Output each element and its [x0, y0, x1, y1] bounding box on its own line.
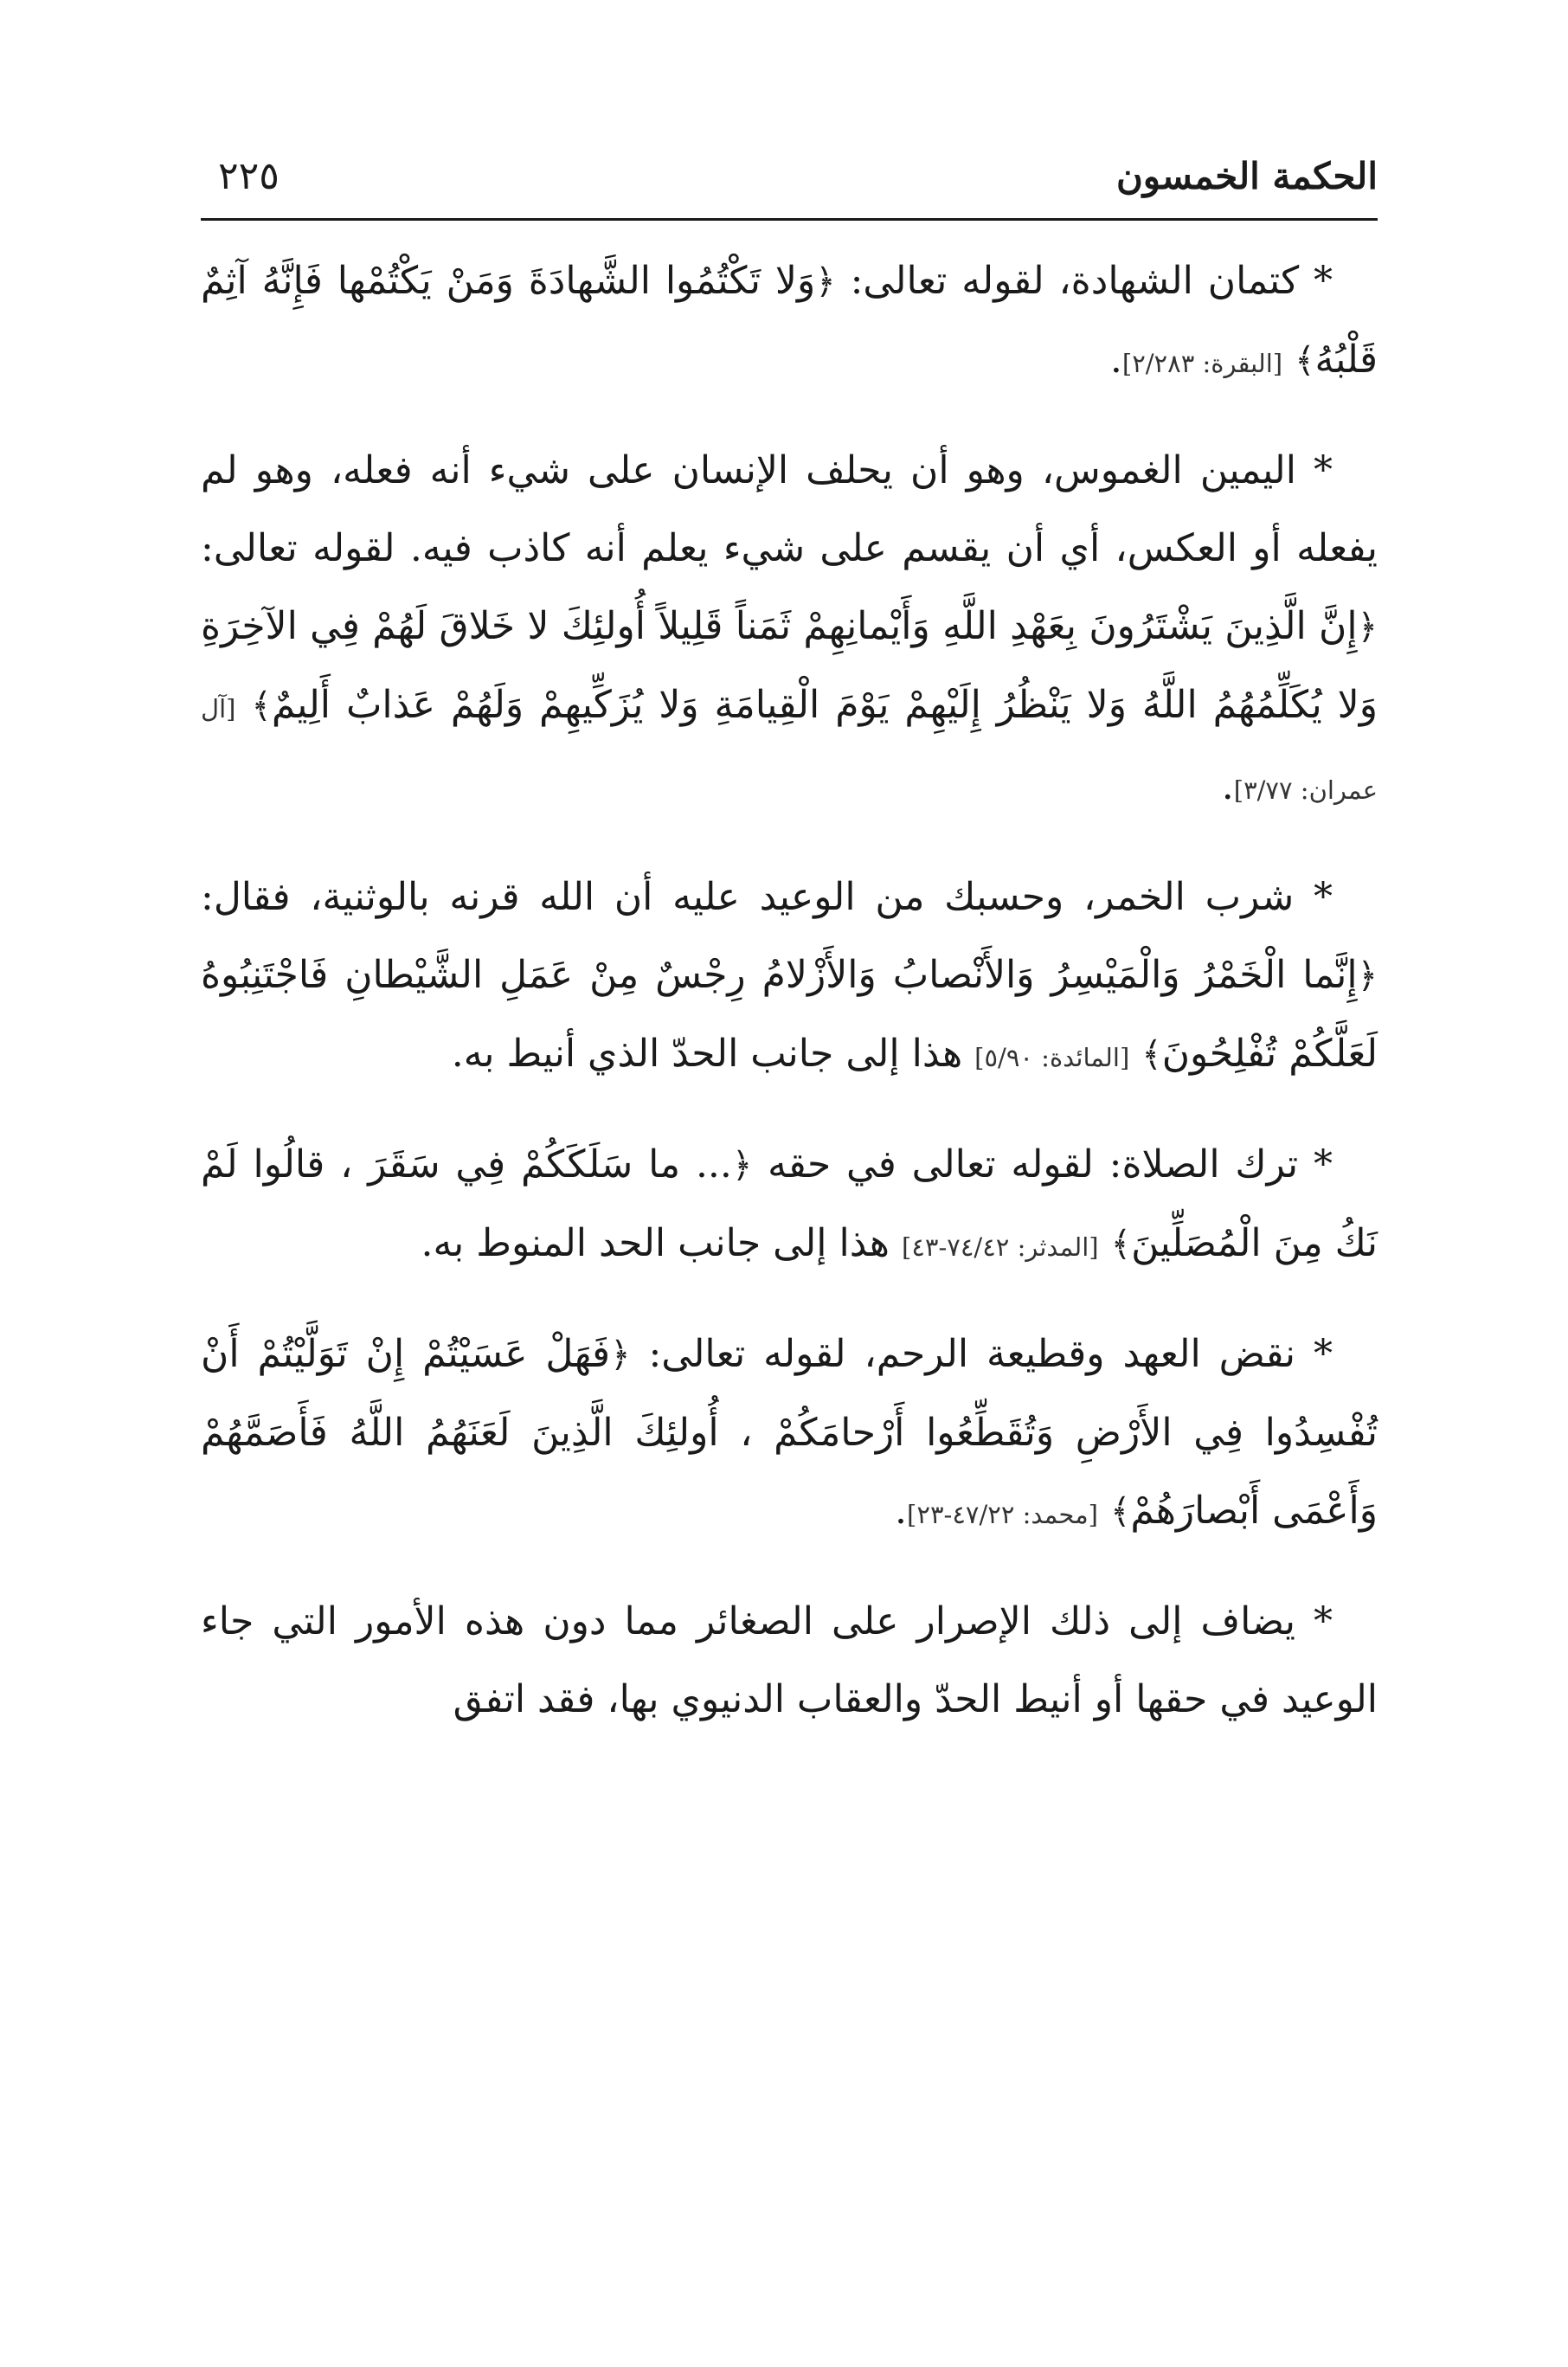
- paragraph-text: * اليمين الغموس، وهو أن يحلف الإنسان على شيء أنه فعله، وهو لم يفعله أو العكس، أي أن يقسم على شيء يعلم أنه كاذب فيه. لقوله تعالى:: [201, 448, 1378, 570]
- paragraph-tail: هذا إلى جانب الحد المنوط به.: [421, 1221, 902, 1265]
- ayah-open-bracket: ﴿: [1357, 956, 1378, 996]
- header-rule: [201, 218, 1378, 221]
- ayah-open-bracket: ﴿: [731, 1146, 753, 1186]
- ayah-close-bracket: ﴾: [251, 686, 272, 726]
- paragraph-persisting-minor-sins: [201, 1583, 1378, 1739]
- page-header: [201, 145, 1378, 208]
- paragraph-drinking-wine: [201, 859, 1378, 1097]
- page-number: ٢٢٥: [218, 154, 280, 198]
- paragraph-abandoning-prayer: [201, 1126, 1378, 1286]
- paragraph-concealing-testimony: [201, 242, 1378, 402]
- paragraph-text: * شرب الخمر، وحسبك من الوعيد عليه أن الله قرنه بالوثنية، فقال:: [201, 875, 1333, 919]
- paragraph-false-oath: [201, 432, 1378, 829]
- quran-verse: فَهَلْ عَسَيْتُمْ إِنْ تَوَلَّيْتُمْ أَنْ تُفْسِدُوا فِي الأَرْضِ وَتُقَطِّعُوا أَرْحامَكُمْ ، أُولئِكَ الَّذِينَ لَعَنَهُمُ اللَّهُ فَأَصَمَّهُمْ وَأَعْمَى أَبْصارَهُمْ: [201, 1332, 1378, 1533]
- verse-reference: [المائدة: ٥/٩٠]: [974, 1043, 1130, 1072]
- paragraph-text: * ترك الصلاة: لقوله تعالى في حقه: [752, 1142, 1333, 1187]
- ayah-close-bracket: ﴾: [1295, 341, 1315, 381]
- ayah-close-bracket: ﴾: [1109, 1492, 1131, 1532]
- paragraph-text: * كتمان الشهادة، لقوله تعالى:: [835, 259, 1333, 303]
- running-title: الحكمة الخمسون: [1115, 155, 1378, 197]
- verse-reference: [المدثر: ٧٤/٤٢-٤٣]: [901, 1232, 1099, 1262]
- ayah-close-bracket: ﴾: [1141, 1035, 1162, 1075]
- paragraph-text: * نقض العهد وقطيعة الرحم، لقوله تعالى:: [630, 1332, 1333, 1376]
- verse-reference: [آل عمران: ٣/٧٧]: [201, 694, 1378, 805]
- quran-verse: إِنَّ الَّذِينَ يَشْتَرُونَ بِعَهْدِ اللَّهِ وَأَيْمانِهِمْ ثَمَناً قَلِيلاً أُولئِكَ لا خَلاقَ لَهُمْ فِي الآخِرَةِ وَلا يُكَلِّمُهُمُ اللَّهُ وَلا يَنْظُرُ إِلَيْهِمْ يَوْمَ الْقِيامَةِ وَلا يُزَكِّيهِمْ وَلَهُمْ عَذابٌ أَلِيمٌ: [201, 604, 1378, 727]
- quran-verse: وَلا تَكْتُمُوا الشَّهادَةَ وَمَنْ يَكْتُمْها فَإِنَّهُ آثِمٌ قَلْبُهُ: [201, 259, 1378, 382]
- quran-verse: إِنَّما الْخَمْرُ وَالْمَيْسِرُ وَالأَنْصابُ وَالأَزْلامُ رِجْسٌ مِنْ عَمَلِ الشَّيْطانِ فَاجْتَنِبُوهُ لَعَلَّكُمْ تُفْلِحُونَ: [201, 953, 1378, 1076]
- verse-reference: [البقرة: ٢/٢٨٣]: [1121, 349, 1283, 378]
- paragraph-tail: .: [895, 1489, 908, 1533]
- paragraph-text: * يضاف إلى ذلك الإصرار على الصغائر مما دون هذه الأمور التي جاء الوعيد في حقها أو أنيط الحدّ والعقاب الدنيوي بها، فقد اتفق: [201, 1599, 1378, 1721]
- paragraph-tail: .: [1109, 338, 1122, 382]
- paragraph-tail: هذا إلى جانب الحدّ الذي أنيط به.: [451, 1032, 975, 1076]
- ayah-open-bracket: ﴿: [815, 262, 836, 302]
- page-body: [201, 242, 1378, 1768]
- verse-reference: [محمد: ٤٧/٢٢-٢٣]: [907, 1500, 1098, 1529]
- ayah-open-bracket: ﴿: [1357, 608, 1378, 647]
- paragraph-tail: .: [1221, 764, 1234, 808]
- ayah-open-bracket: ﴿: [610, 1335, 631, 1375]
- quran-verse: ... ما سَلَكَكُمْ فِي سَقَرَ ، قالُوا لَمْ نَكُ مِنَ الْمُصَلِّينَ: [201, 1142, 1378, 1265]
- ayah-close-bracket: ﴾: [1110, 1225, 1132, 1264]
- paragraph-breaking-covenant: [201, 1315, 1378, 1553]
